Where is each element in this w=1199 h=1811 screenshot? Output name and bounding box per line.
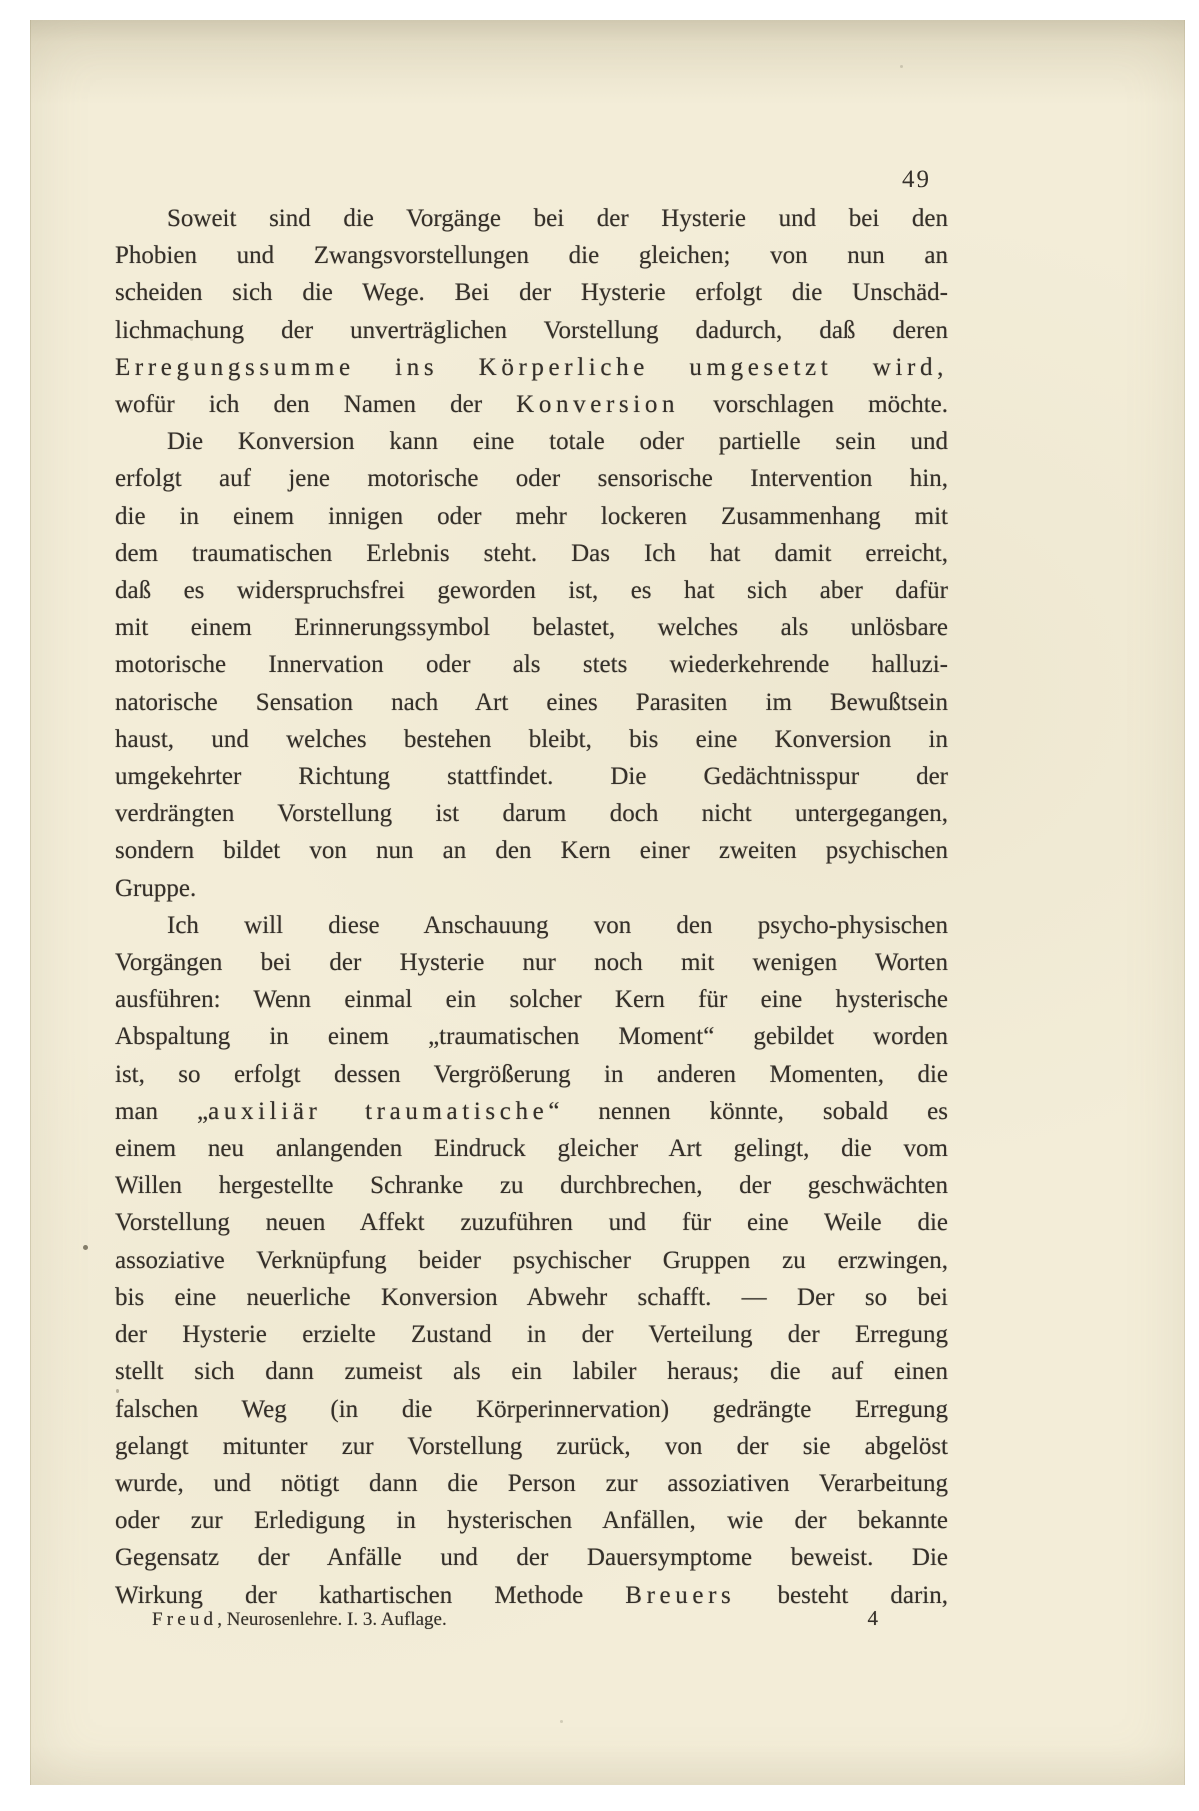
text-segment: sondern bildet von nun an den Kern einer zweiten psychischen — [115, 837, 948, 865]
text-line — [115, 1242, 948, 1279]
book-page — [30, 20, 1185, 1785]
text-line — [115, 1391, 948, 1428]
text-segment: , Neurosenlehre. I. 3. Auflage. — [217, 1609, 447, 1630]
text-line — [115, 386, 948, 423]
page-footer — [115, 1606, 948, 1631]
text-line — [115, 498, 948, 535]
text-segment: stellt sich dann zumeist als ein labiler heraus; die auf einen — [115, 1358, 948, 1386]
text-segment: lichmachung der unverträglichen Vorstellung dadurch, daß deren — [115, 316, 948, 344]
text-line — [115, 832, 948, 869]
text-line — [115, 423, 948, 460]
text-line — [115, 1018, 948, 1055]
paragraph — [115, 907, 948, 1614]
text-segment: bis eine neuerliche Konversion Abwehr schafft. — Der so bei — [115, 1283, 948, 1311]
emphasized-text: auxiliär traumatische — [208, 1097, 549, 1125]
text-segment: Gegensatz der Anfälle und der Dauersymptome beweist. Die — [115, 1544, 948, 1572]
text-segment: Willen hergestellte Schranke zu durchbrechen, der geschwächten — [115, 1172, 948, 1200]
text-line — [115, 200, 948, 237]
text-segment: umgekehrter Richtung stattfindet. Die Gedächtnisspur der — [115, 763, 948, 791]
text-line — [115, 349, 948, 386]
text-line — [115, 1056, 948, 1093]
ink-speck — [560, 1720, 563, 1723]
text-line — [115, 1167, 948, 1204]
text-line — [115, 907, 948, 944]
text-line — [115, 572, 948, 609]
text-segment: Abspaltung in einem „traumatischen Moment“ gebildet worden — [115, 1023, 948, 1051]
text-segment: Wirkung der kathartischen Methode — [115, 1581, 626, 1609]
text-segment: Ich will diese Anschauung von den psycho-physischen — [167, 911, 948, 939]
ink-speck — [190, 338, 193, 341]
text-line — [115, 1316, 948, 1353]
text-segment: verdrängten Vorstellung ist darum doch nicht untergegangen, — [115, 800, 948, 828]
text-segment: oder zur Erledigung in hysterischen Anfällen, wie der bekannte — [115, 1507, 948, 1535]
text-segment: man „ — [115, 1097, 209, 1125]
text-line — [115, 1465, 948, 1502]
text-segment: die in einem innigen oder mehr lockeren Zusammenhang mit — [115, 502, 948, 530]
text-segment: erfolgt auf jene motorische oder sensorische Intervention hin, — [115, 465, 948, 493]
text-segment: assoziative Verknüpfung beider psychischer Gruppen zu erzwingen, — [115, 1246, 948, 1274]
edition-note — [152, 1609, 447, 1631]
text-segment: Gruppe. — [115, 874, 197, 902]
text-line — [115, 1204, 948, 1241]
text-line — [115, 684, 948, 721]
text-line — [115, 870, 948, 907]
text-segment: ausführen: Wenn einmal ein solcher Kern für eine hysterische — [115, 986, 948, 1014]
text-segment: besteht darin, — [735, 1581, 948, 1609]
text-line — [115, 460, 948, 497]
text-line — [115, 1130, 948, 1167]
text-segment: daß es widerspruchsfrei geworden ist, es hat sich aber dafür — [115, 577, 948, 605]
text-line — [115, 646, 948, 683]
paragraph — [115, 423, 948, 907]
text-segment: der Hysterie erzielte Zustand in der Verteilung der Erregung — [115, 1321, 948, 1349]
text-segment: “ nennen könnte, sobald es — [548, 1097, 948, 1125]
text-segment: natorische Sensation nach Art eines Parasiten im Bewußtsein — [115, 688, 948, 716]
text-segment: wofür ich den Namen der — [115, 391, 517, 419]
text-line — [115, 274, 948, 311]
page-text — [115, 200, 948, 1614]
text-line — [115, 944, 948, 981]
text-line — [115, 721, 948, 758]
emphasized-text: Konversion — [516, 391, 680, 419]
text-line — [115, 1279, 948, 1316]
text-segment: mit einem Erinnerungssymbol belastet, welches als unlösbare — [115, 614, 948, 642]
text-line — [115, 1539, 948, 1576]
ink-speck — [83, 1245, 88, 1250]
text-segment: Phobien und Zwangsvorstellungen die gleichen; von nun an — [115, 242, 948, 270]
ink-speck — [116, 1389, 119, 1393]
text-segment: motorische Innervation oder als stets wiederkehrende halluzi- — [115, 651, 948, 679]
text-segment: dem traumatischen Erlebnis steht. Das Ich hat damit erreicht, — [115, 539, 948, 567]
paragraph — [115, 200, 948, 423]
ink-speck — [900, 65, 903, 68]
text-line — [115, 312, 948, 349]
text-line — [115, 237, 948, 274]
text-line — [115, 981, 948, 1018]
text-segment: haust, und welches bestehen bleibt, bis eine Konversion in — [115, 725, 948, 753]
text-line — [115, 758, 948, 795]
text-segment: einem neu anlangenden Eindruck gleicher Art gelingt, die vom — [115, 1135, 948, 1163]
emphasized-text: Erregungssumme ins Körperliche umgesetzt wird, — [115, 353, 948, 381]
text-line — [115, 609, 948, 646]
page-number: 49 — [902, 166, 931, 193]
text-line — [115, 1502, 948, 1539]
text-segment: Vorgängen bei der Hysterie nur noch mit wenigen Worten — [115, 949, 948, 977]
text-segment: ist, so erfolgt dessen Vergrößerung in anderen Momenten, die — [115, 1060, 948, 1088]
text-line — [115, 1428, 948, 1465]
signature-mark: 4 — [867, 1606, 878, 1630]
text-segment: falschen Weg (in die Körperinnervation) gedrängte Erregung — [115, 1395, 948, 1423]
text-segment: Vorstellung neuen Affekt zuzuführen und für eine Weile die — [115, 1209, 948, 1237]
text-line — [115, 1353, 948, 1390]
text-segment: Soweit sind die Vorgänge bei der Hysterie und bei den — [167, 205, 948, 232]
text-line — [115, 795, 948, 832]
text-segment: vorschlagen möchte. — [679, 391, 948, 419]
emphasized-text: Freud — [152, 1609, 218, 1630]
text-line — [115, 535, 948, 572]
text-segment: scheiden sich die Wege. Bei der Hysterie erfolgt die Unschäd- — [115, 279, 948, 307]
text-segment: gelangt mitunter zur Vorstellung zurück, von der sie abgelöst — [115, 1432, 948, 1460]
text-segment: wurde, und nötigt dann die Person zur assoziativen Verarbeitung — [115, 1469, 948, 1497]
text-segment: Die Konversion kann eine totale oder partielle sein und — [167, 428, 948, 456]
emphasized-text: Breuers — [625, 1581, 736, 1609]
text-line — [115, 1093, 948, 1130]
